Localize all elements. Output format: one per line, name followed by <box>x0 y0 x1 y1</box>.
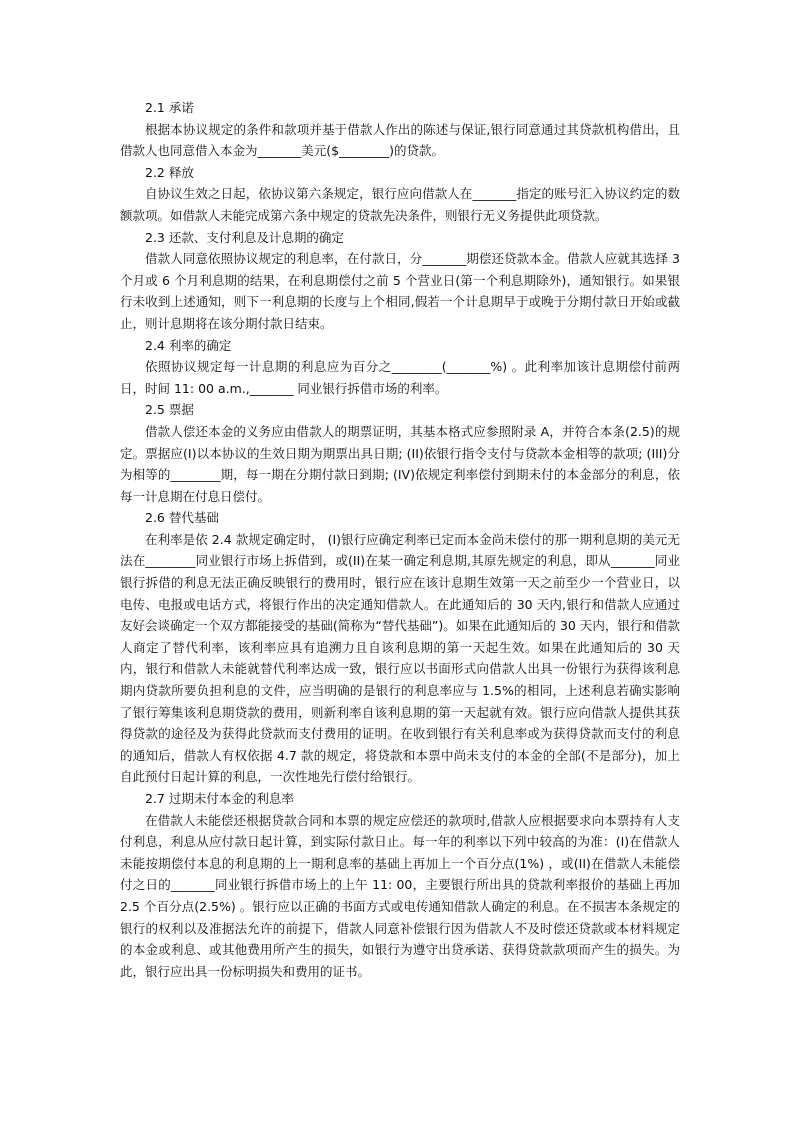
section-body: 在借款人未能偿还根据贷款合同和本票的规定应偿还的款项时,借款人应根据要求向本票持有人支付利息，利息从应付款日起计算，到实际付款日止。每一年的利率以下列中较高的为准：(I)在借款人未能按期偿付本息的利息期的上一期利息率的基础上再加上一个百分点(1%) ，或(II)在借款人未能偿付之日的_______同业银行拆借市场上的上午 11: 00，主要银行所出具的贷款利率报价的基础上再加 2.5 个百分点(2.5%) 。银行应以正确的书面方式或电传通知借款人确定的利息。在不损害本条规定的银行的权利以及准据法允许的前提下，借款人同意补偿银行因为借款人不及时偿还贷款或本材料规定的本金或利息、或其他费用所产生的损失，如银行为遵守出贷承诺、获得贷款款项而产生的损失。为此，银行应出具一份标明损失和费用的证书。 <box>120 812 680 979</box>
section-body: 根据本协议规定的条件和款项并基于借款人作出的陈述与保证,银行同意通过其贷款机构借出，且借款人也同意借入本金为_______美元($________)的贷款。 <box>120 121 680 159</box>
section-body: 借款人偿还本金的义务应由借款人的期票证明，其基本格式应参照附录 A，并符合本条(2.5)的规定。票据应(I)以本协议的生效日期为期票出具日期; (II)依银行指令支付与贷款本金相等的款项; (III)分为相等的________期，每一期在分期付款日到期; (IV)依规定利率偿付到期未付的本金部分的利息，依每一计息期在付息日偿付。 <box>120 423 680 504</box>
section-2-2 <box>120 162 680 227</box>
section-2-7 <box>120 788 680 982</box>
section-heading: 2.2 释放 <box>145 164 194 180</box>
section-2-1 <box>120 97 680 162</box>
section-heading: 2.5 票据 <box>145 402 194 418</box>
section-heading: 2.1 承诺 <box>145 100 194 115</box>
section-heading: 2.3 还款、支付利息及计息期的确定 <box>145 229 344 245</box>
section-2-5 <box>120 399 680 507</box>
section-2-4 <box>120 335 680 400</box>
section-heading: 2.4 利率的确定 <box>145 337 232 353</box>
section-body: 依照协议规定每一计息期的利息应为百分之________(_______%) 。此利率加该计息期偿付前两日，时间 11: 00 a.m.,_______ 同业银行拆借市场的利率。 <box>120 359 680 396</box>
document-page <box>120 97 680 982</box>
section-body: 自协议生效之日起，依协议第六条规定，银行应向借款人在_______指定的账号汇入协议约定的数额款项。如借款人未能完成第六条中规定的贷款先决条件，则银行无义务提供此项贷款。 <box>120 186 680 223</box>
section-2-3 <box>120 227 680 335</box>
section-heading: 2.7 过期未付本金的利息率 <box>145 791 294 806</box>
section-2-6 <box>120 507 680 788</box>
section-heading: 2.6 替代基础 <box>145 510 219 526</box>
section-body: 在利率是依 2.4 款规定确定时， (I)银行应确定利率已定而本金尚未偿付的那一期利息期的美元无法在________同业银行市场上拆借到，或(II)在某一确定利息期,其原先规定的利息，即从_______同业银行拆借的利息无法正确反映银行的费用时，银行应在该计息期生效第一天之前至少一个营业日，以电传、电报或电话方式，将银行作出的决定通知借款人。在此通知后的 30 天内,银行和借款人应通过友好会谈确定一个双方都能接受的基础(简称为“替代基础”)。如果在此通知后的 30 天内，银行和借款人商定了替代利率，该利率应具有追溯力且自该利息期的第一天起生效。如果在此通知后的 30 天内，银行和借款人未能就替代利率达成一致，银行应以书面形式向借款人出具一份银行为获得该利息期内贷款所要负担利息的文件，应当明确的是银行的利息率应与 1.5%的相同，上述利息若确实影响了银行筹集该利息期贷款的费用，则新利率自该利息期的第一天起就有效。银行应向借款人提供其获得贷款的途径及为获得此贷款而支付费用的证明。在收到银行有关利息率或为获得贷款而支付的利息的通知后，借款人有权依据 4.7 款的规定，将贷款和本票中尚未支付的本金的全部(不是部分)，加上自此预付日起计算的利息，一次性地先行偿付给银行。 <box>120 531 680 785</box>
section-body: 借款人同意依照协议规定的利息率，在付款日，分_______期偿还贷款本金。借款人应就其选择 3 个月或 6 个月利息期的结果，在利息期偿付之前 5 个营业日(第一个利息期除外)，通知银行。如果银行未收到上述通知，则下一利息期的长度与上个相同,假若一个计息期早于或晚于分期付款日开始或截止，则计息期将在该分期付款日结束。 <box>120 251 680 331</box>
